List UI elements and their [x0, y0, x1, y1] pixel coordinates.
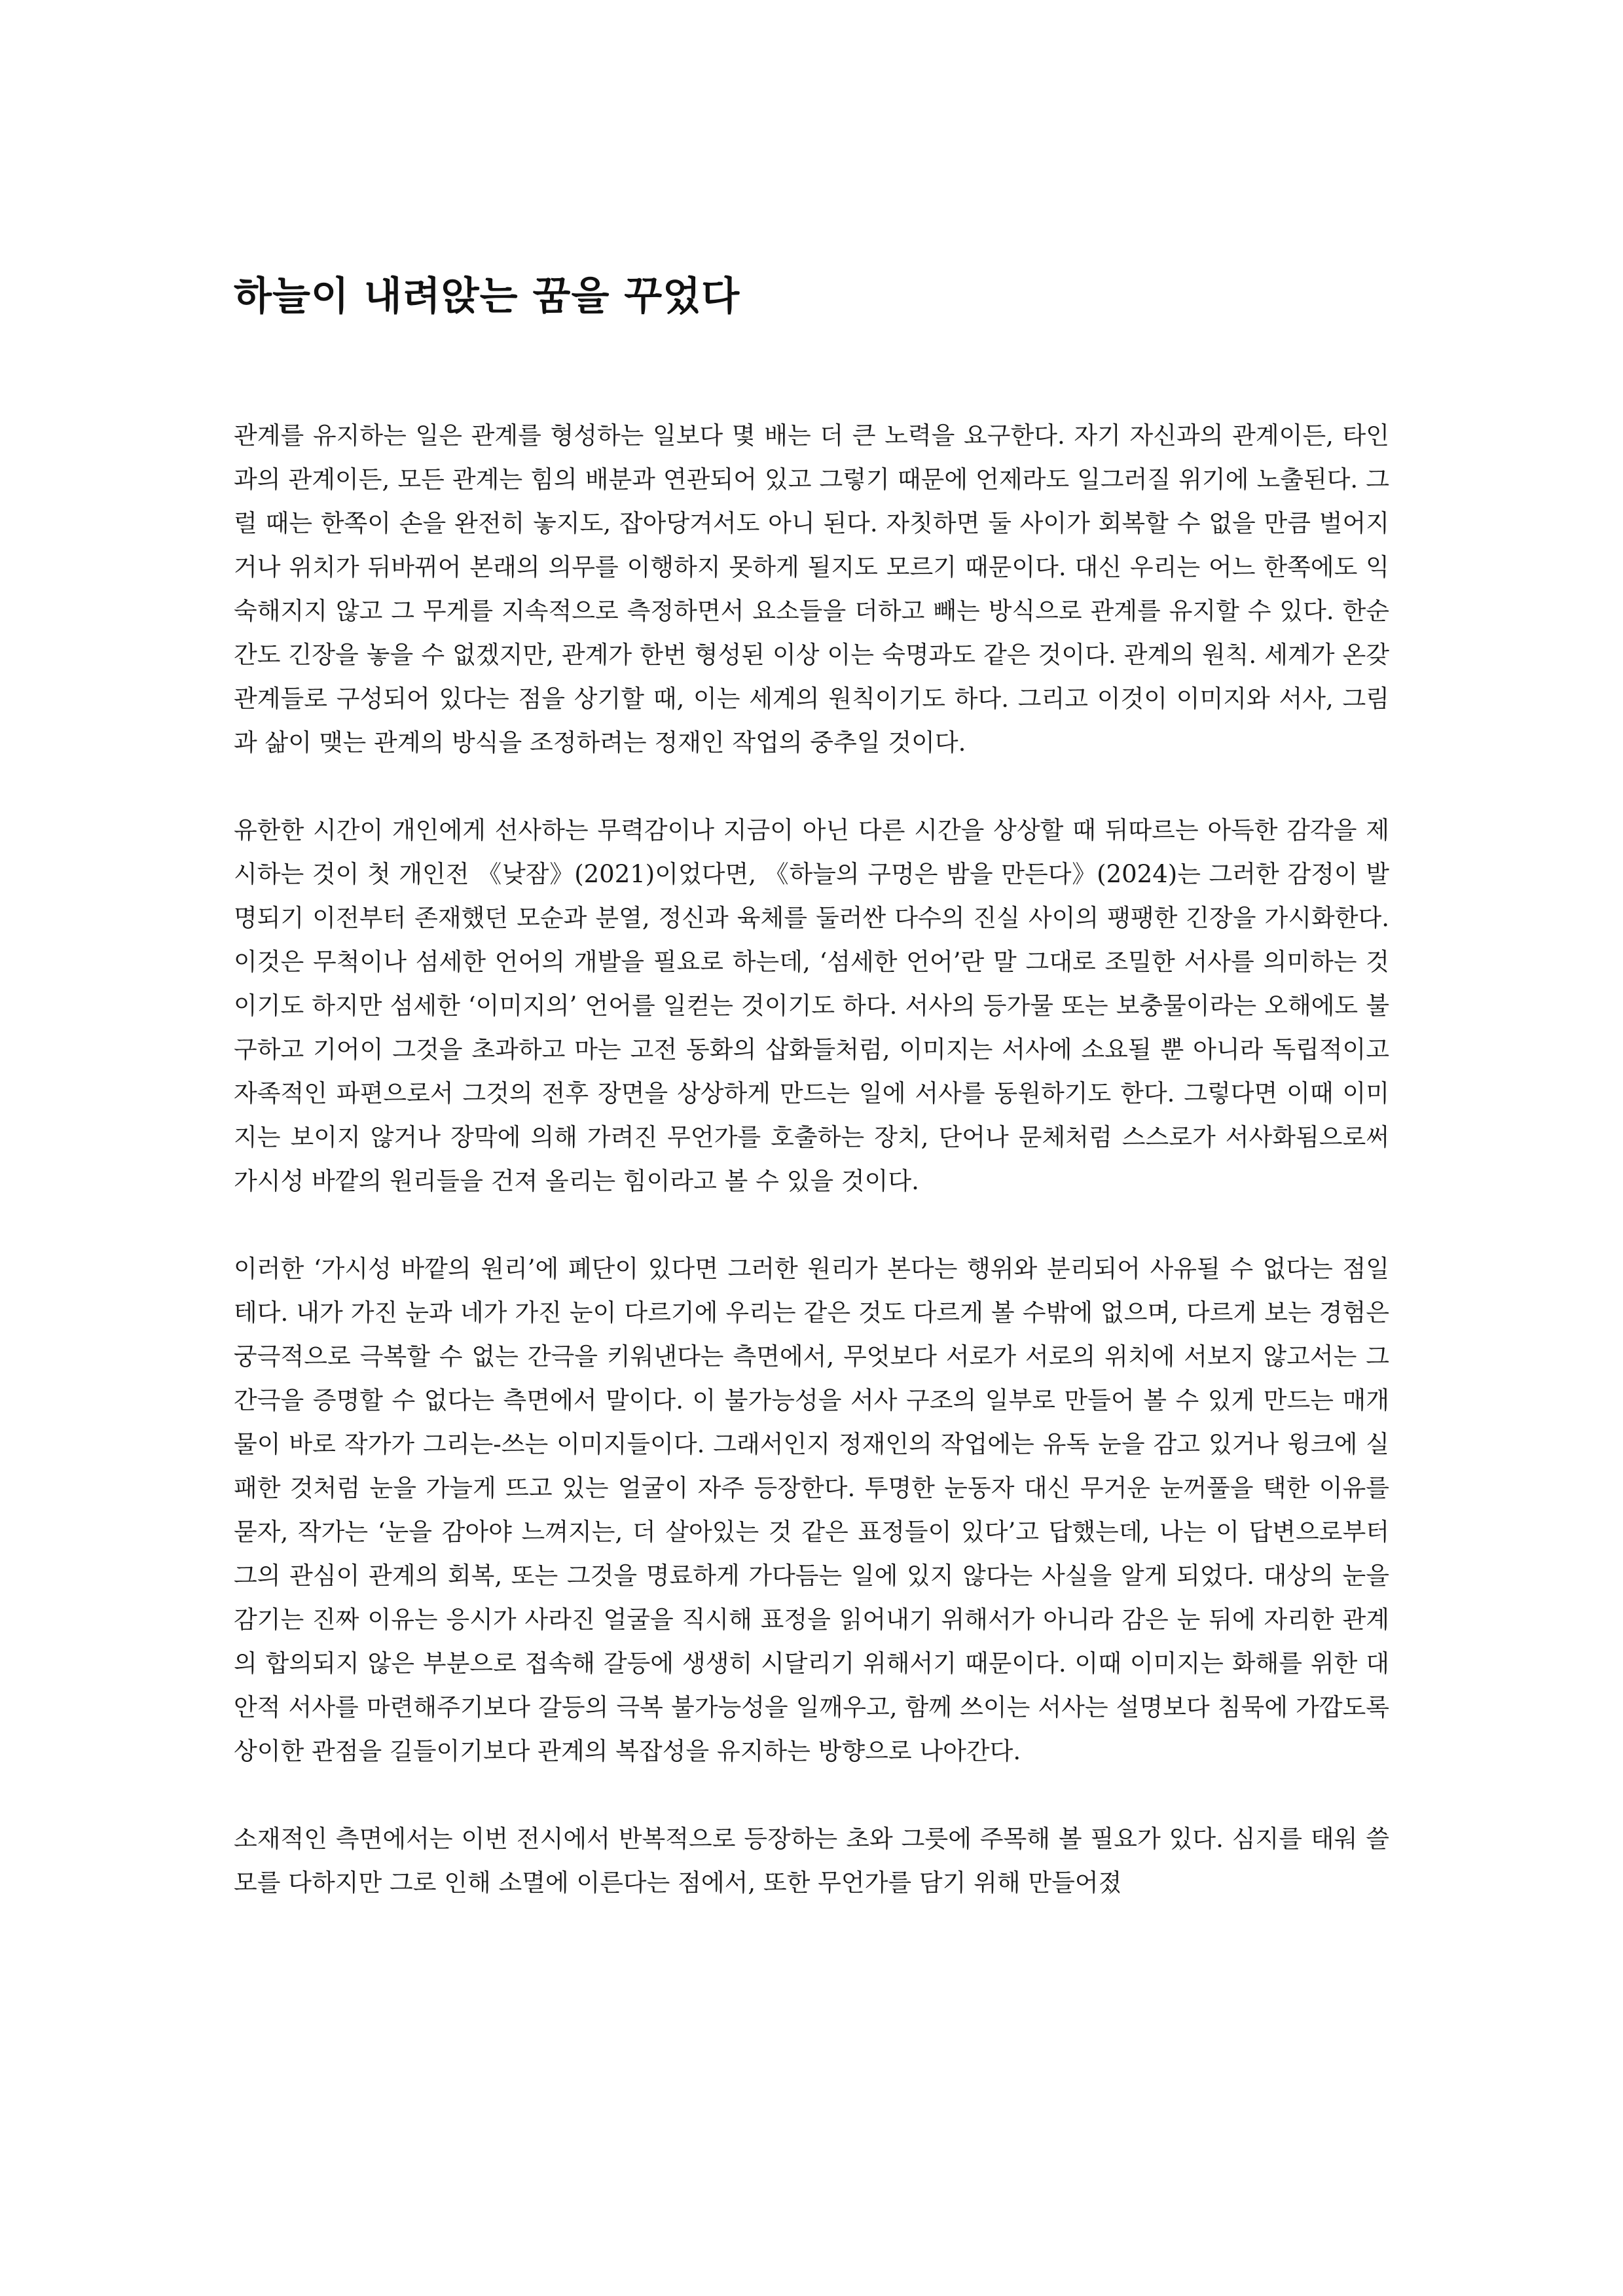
document-title: 하늘이 내려앉는 꿈을 꾸었다	[234, 274, 740, 319]
paragraph: 이러한 ‘가시성 바깥의 원리’에 폐단이 있다면 그러한 원리가 본다는 행위와 분리되어 사유될 수 없다는 점일 테다. 내가 가진 눈과 네가 가진 눈이 다르기에 우리는 같은 것도 다르게 볼 수밖에 없으며, 다르게 보는 경험은 궁극적으로 극복할 수 없는 간극을 키워낸다는 측면에서, 무엇보다 서로가 서로의 위치에 서보지 않고서는 그 간극을 증명할 수 없다는 측면에서 말이다. 이 불가능성을 서사 구조의 일부로 만들어 볼 수 있게 만드는 매개물이 바로 작가가 그리는-쓰는 이미지들이다. 그래서인지 정재인의 작업에는 유독 눈을 감고 있거나 윙크에 실패한 것처럼 눈을 가늘게 뜨고 있는 얼굴이 자주 등장한다. 투명한 눈동자 대신 무거운 눈꺼풀을 택한 이유를 묻자, 작가는 ‘눈을 감아야 느껴지는, 더 살아있는 것 같은 표정들이 있다’고 답했는데, 나는 이 답변으로부터 그의 관심이 관계의 회복, 또는 그것을 명료하게 가다듬는 일에 있지 않다는 사실을 알게 되었다. 대상의 눈을 감기는 진짜 이유는 응시가 사라진 얼굴을 직시해 표정을 읽어내기 위해서가 아니라 감은 눈 뒤에 자리한 관계의 합의되지 않은 부분으로 접속해 갈등에 생생히 시달리기 위해서기 때문이다. 이때 이미지는 화해를 위한 대안적 서사를 마련해주기보다 갈등의 극복 불가능성을 일깨우고, 함께 쓰이는 서사는 설명보다 침묵에 가깝도록 상이한 관점을 길들이기보다 관계의 복잡성을 유지하는 방향으로 나아간다.	[234, 1255, 1389, 1765]
paragraph: 소재적인 측면에서는 이번 전시에서 반복적으로 등장하는 초와 그릇에 주목해 볼 필요가 있다. 심지를 태워 쓸모를 다하지만 그로 인해 소멸에 이른다는 점에서, 또한 무언가를 담기 위해 만들어졌	[234, 1825, 1389, 1897]
paragraph: 관계를 유지하는 일은 관계를 형성하는 일보다 몇 배는 더 큰 노력을 요구한다. 자기 자신과의 관계이든, 타인과의 관계이든, 모든 관계는 힘의 배분과 연관되어 있고 그렇기 때문에 언제라도 일그러질 위기에 노출된다. 그럴 때는 한쪽이 손을 완전히 놓지도, 잡아당겨서도 아니 된다. 자칫하면 둘 사이가 회복할 수 없을 만큼 벌어지거나 위치가 뒤바뀌어 본래의 의무를 이행하지 못하게 될지도 모르기 때문이다. 대신 우리는 어느 한쪽에도 익숙해지지 않고 그 무게를 지속적으로 측정하면서 요소들을 더하고 빼는 방식으로 관계를 유지할 수 있다. 한순간도 긴장을 놓을 수 없겠지만, 관계가 한번 형성된 이상 이는 숙명과도 같은 것이다. 관계의 원칙. 세계가 온갖 관계들로 구성되어 있다는 점을 상기할 때, 이는 세계의 원칙이기도 하다. 그리고 이것이 이미지와 서사, 그림과 삶이 맺는 관계의 방식을 조정하려는 정재인 작업의 중추일 것이다.	[234, 422, 1389, 757]
paragraph: 유한한 시간이 개인에게 선사하는 무력감이나 지금이 아닌 다른 시간을 상상할 때 뒤따르는 아득한 감각을 제시하는 것이 첫 개인전 《낮잠》(2021)이었다면, 《하늘의 구멍은 밤을 만든다》(2024)는 그러한 감정이 발명되기 이전부터 존재했던 모순과 분열, 정신과 육체를 둘러싼 다수의 진실 사이의 팽팽한 긴장을 가시화한다. 이것은 무척이나 섬세한 언어의 개발을 필요로 하는데, ‘섬세한 언어’란 말 그대로 조밀한 서사를 의미하는 것이기도 하지만 섬세한 ‘이미지의’ 언어를 일컫는 것이기도 하다. 서사의 등가물 또는 보충물이라는 오해에도 불구하고 기어이 그것을 초과하고 마는 고전 동화의 삽화들처럼, 이미지는 서사에 소요될 뿐 아니라 독립적이고 자족적인 파편으로서 그것의 전후 장면을 상상하게 만드는 일에 서사를 동원하기도 한다. 그렇다면 이때 이미지는 보이지 않거나 장막에 의해 가려진 무언가를 호출하는 장치, 단어나 문체처럼 스스로가 서사화됨으로써 가시성 바깥의 원리들을 건져 올리는 힘이라고 볼 수 있을 것이다.	[234, 816, 1389, 1195]
document-body	[234, 414, 1389, 1948]
